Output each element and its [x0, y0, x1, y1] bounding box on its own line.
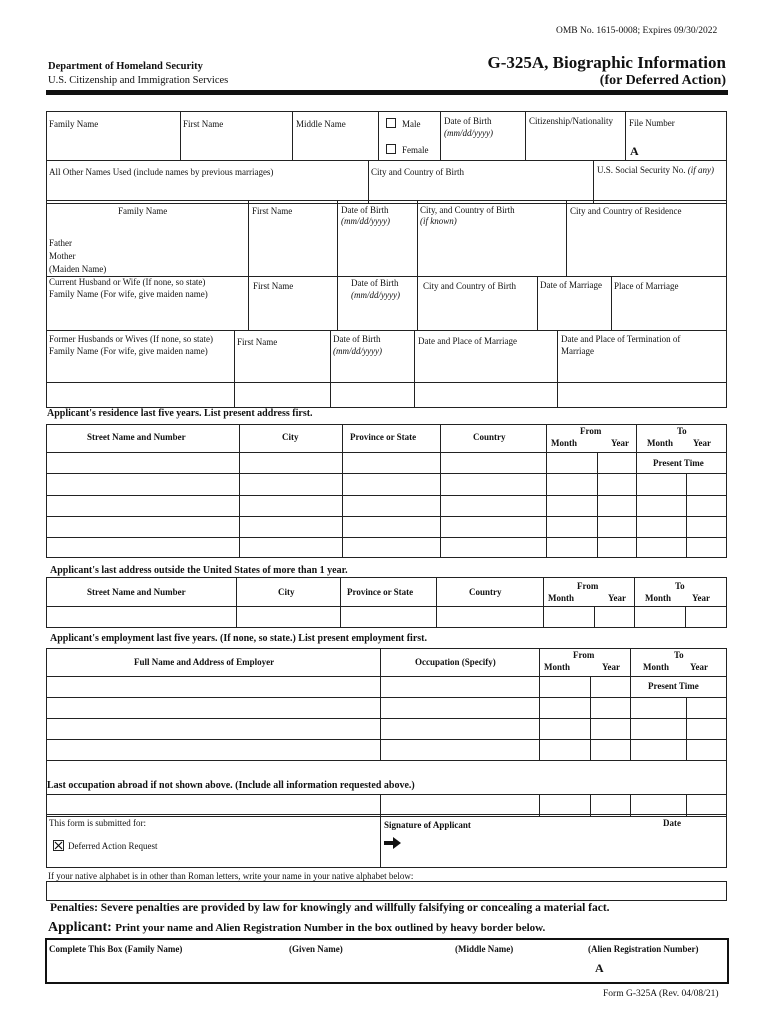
parents-dob-label: Date of Birth — [341, 205, 389, 215]
spouse-name-field[interactable] — [48, 302, 246, 329]
abroad-to-header: To — [675, 581, 685, 591]
first-name-label: First Name — [183, 119, 224, 129]
birth-place-field[interactable] — [370, 180, 591, 202]
residence-city-header: City — [282, 432, 299, 442]
abroad-city-header: City — [278, 587, 295, 597]
former-spouse-label: Former Husbands or Wives (If none, so state) — [49, 334, 213, 344]
mother-label: Mother — [49, 251, 76, 261]
former-family-name-label: Family Name (For wife, give maiden name) — [49, 346, 208, 356]
file-number-field[interactable] — [643, 140, 725, 159]
other-names-label: All Other Names Used (include names by previous marriages) — [49, 167, 274, 177]
employment-to-year: Year — [690, 662, 708, 672]
complete-box-alien-number: (Alien Registration Number) — [588, 944, 699, 954]
male-label: Male — [402, 119, 421, 129]
parents-family-name-label: Family Name — [118, 206, 168, 216]
file-number-prefix: A — [630, 144, 639, 158]
citizenship-label: Citizenship/Nationality — [529, 116, 613, 126]
birth-place-label: City and Country of Birth — [371, 167, 464, 177]
applicant-name-field[interactable] — [48, 956, 725, 980]
employer-header: Full Name and Address of Employer — [134, 657, 275, 667]
form-title: G-325A, Biographic Information — [487, 53, 726, 72]
date-field[interactable] — [630, 832, 725, 866]
residence-street-header: Street Name and Number — [87, 432, 186, 442]
agency-name: U.S. Citizenship and Immigration Services — [48, 75, 229, 86]
alien-number-prefix: A — [595, 961, 604, 975]
abroad-country-header: Country — [469, 587, 502, 597]
marriage-place-label: Place of Marriage — [614, 281, 679, 291]
spouse-family-name-label: Family Name (For wife, give maiden name) — [49, 289, 208, 299]
abroad-from-month: Month — [548, 593, 575, 603]
form-subtitle: (for Deferred Action) — [599, 73, 726, 88]
maiden-name-label: (Maiden Name) — [49, 264, 107, 274]
header-rule — [46, 90, 728, 95]
former-marriage-label: Date and Place of Marriage — [418, 336, 517, 346]
employment-heading: Applicant's employment last five years. (If none, so state.) List present employment first. — [50, 633, 427, 644]
form-revision: Form G-325A (Rev. 04/08/21) — [603, 989, 719, 999]
male-checkbox[interactable] — [386, 118, 396, 128]
applicant-instruction: Applicant: Print your name and Alien Registration Number in the box outlined by heavy border below. — [48, 920, 546, 935]
deferred-action-label: Deferred Action Request — [68, 841, 158, 851]
occupation-header: Occupation (Specify) — [415, 657, 496, 667]
native-alphabet-label: If your native alphabet is in other than Roman letters, write your name in your native alphabet below: — [48, 871, 414, 881]
employment-to-header: To — [674, 650, 684, 660]
abroad-to-year: Year — [692, 593, 710, 603]
residence-to-month: Month — [647, 438, 674, 448]
penalties-text: Penalties: Severe penalties are provided by law for knowingly and willfully falsifying or concealing a material fact. — [50, 902, 610, 914]
middle-name-field[interactable] — [294, 131, 376, 159]
residence-present-time: Present Time — [653, 458, 704, 468]
female-checkbox[interactable] — [386, 144, 396, 154]
residence-from-header: From — [580, 426, 602, 436]
residence-from-month: Month — [551, 438, 578, 448]
family-name-field[interactable] — [48, 131, 178, 159]
native-alphabet-field[interactable] — [46, 881, 727, 901]
complete-box-middle-name: (Middle Name) — [455, 944, 514, 954]
residence-heading: Applicant's residence last five years. List present address first. — [47, 408, 313, 419]
signature-field[interactable] — [404, 832, 624, 866]
other-names-field[interactable] — [48, 180, 366, 202]
abroad-from-header: From — [577, 581, 599, 591]
spouse-dob-format: (mm/dd/yyyy) — [351, 290, 400, 300]
first-name-field[interactable] — [182, 131, 290, 159]
parents-name-field[interactable] — [100, 232, 246, 274]
employment-to-month: Month — [643, 662, 670, 672]
former-first-name-label: First Name — [237, 337, 278, 347]
residence-to-header: To — [677, 426, 687, 436]
complete-box-family-name: Complete This Box (Family Name) — [49, 944, 183, 954]
residence-province-header: Province or State — [350, 432, 417, 442]
last-occupation-abroad-label: Last occupation abroad if not shown above. (Include all information requested above.) — [47, 780, 415, 791]
residence-from-year: Year — [611, 438, 629, 448]
former-dob-label: Date of Birth — [333, 334, 381, 344]
spouse-label: Current Husband or Wife (If none, so state) — [49, 277, 206, 287]
omb-number: OMB No. 1615-0008; Expires 09/30/2022 — [556, 26, 718, 36]
checkmark-x-icon — [54, 841, 63, 850]
termination-label-2: Marriage — [561, 346, 594, 356]
employment-present-time: Present Time — [648, 681, 699, 691]
complete-box-given-name: (Given Name) — [289, 944, 343, 954]
department-name: Department of Homeland Security — [48, 61, 203, 72]
marriage-date-label: Date of Marriage — [540, 280, 602, 290]
signature-label: Signature of Applicant — [384, 820, 471, 830]
residence-to-year: Year — [693, 438, 711, 448]
arrow-right-icon — [384, 837, 401, 849]
former-dob-format: (mm/dd/yyyy) — [333, 346, 382, 356]
abroad-heading: Applicant's last address outside the United States of more than 1 year. — [50, 565, 348, 576]
parents-residence-label: City and Country of Residence — [570, 206, 682, 216]
file-number-label: File Number — [629, 118, 675, 128]
citizenship-field[interactable] — [527, 130, 623, 159]
employment-from-month: Month — [544, 662, 571, 672]
abroad-from-year: Year — [608, 593, 626, 603]
parents-dob-format: (mm/dd/yyyy) — [341, 216, 390, 226]
father-label: Father — [49, 238, 72, 248]
employment-from-header: From — [573, 650, 595, 660]
dob-label: Date of Birth — [444, 116, 492, 126]
termination-label: Date and Place of Termination of — [561, 334, 681, 344]
parents-birth-label: City, and Country of Birth — [420, 205, 515, 215]
submitted-for-label: This form is submitted for: — [49, 818, 146, 828]
deferred-action-checkbox[interactable] — [53, 840, 64, 851]
female-label: Female — [402, 145, 429, 155]
middle-name-label: Middle Name — [296, 119, 346, 129]
ssn-field[interactable] — [595, 180, 725, 202]
parents-birth-note: (if known) — [420, 216, 457, 226]
abroad-province-header: Province or State — [347, 587, 414, 597]
dob-format: (mm/dd/yyyy) — [444, 128, 493, 138]
family-name-label: Family Name — [49, 119, 99, 129]
ssn-label: U.S. Social Security No. (if any) — [597, 165, 714, 175]
abroad-street-header: Street Name and Number — [87, 587, 186, 597]
residence-country-header: Country — [473, 432, 506, 442]
date-label: Date — [663, 818, 681, 828]
spouse-first-name-label: First Name — [253, 281, 294, 291]
spouse-dob-label: Date of Birth — [351, 278, 399, 288]
former-spouse-field[interactable] — [48, 384, 726, 407]
dob-field[interactable] — [442, 140, 523, 159]
spouse-birth-label: City and Country of Birth — [423, 281, 516, 291]
employment-from-year: Year — [602, 662, 620, 672]
abroad-to-month: Month — [645, 593, 672, 603]
parents-first-name-label: First Name — [252, 206, 293, 216]
